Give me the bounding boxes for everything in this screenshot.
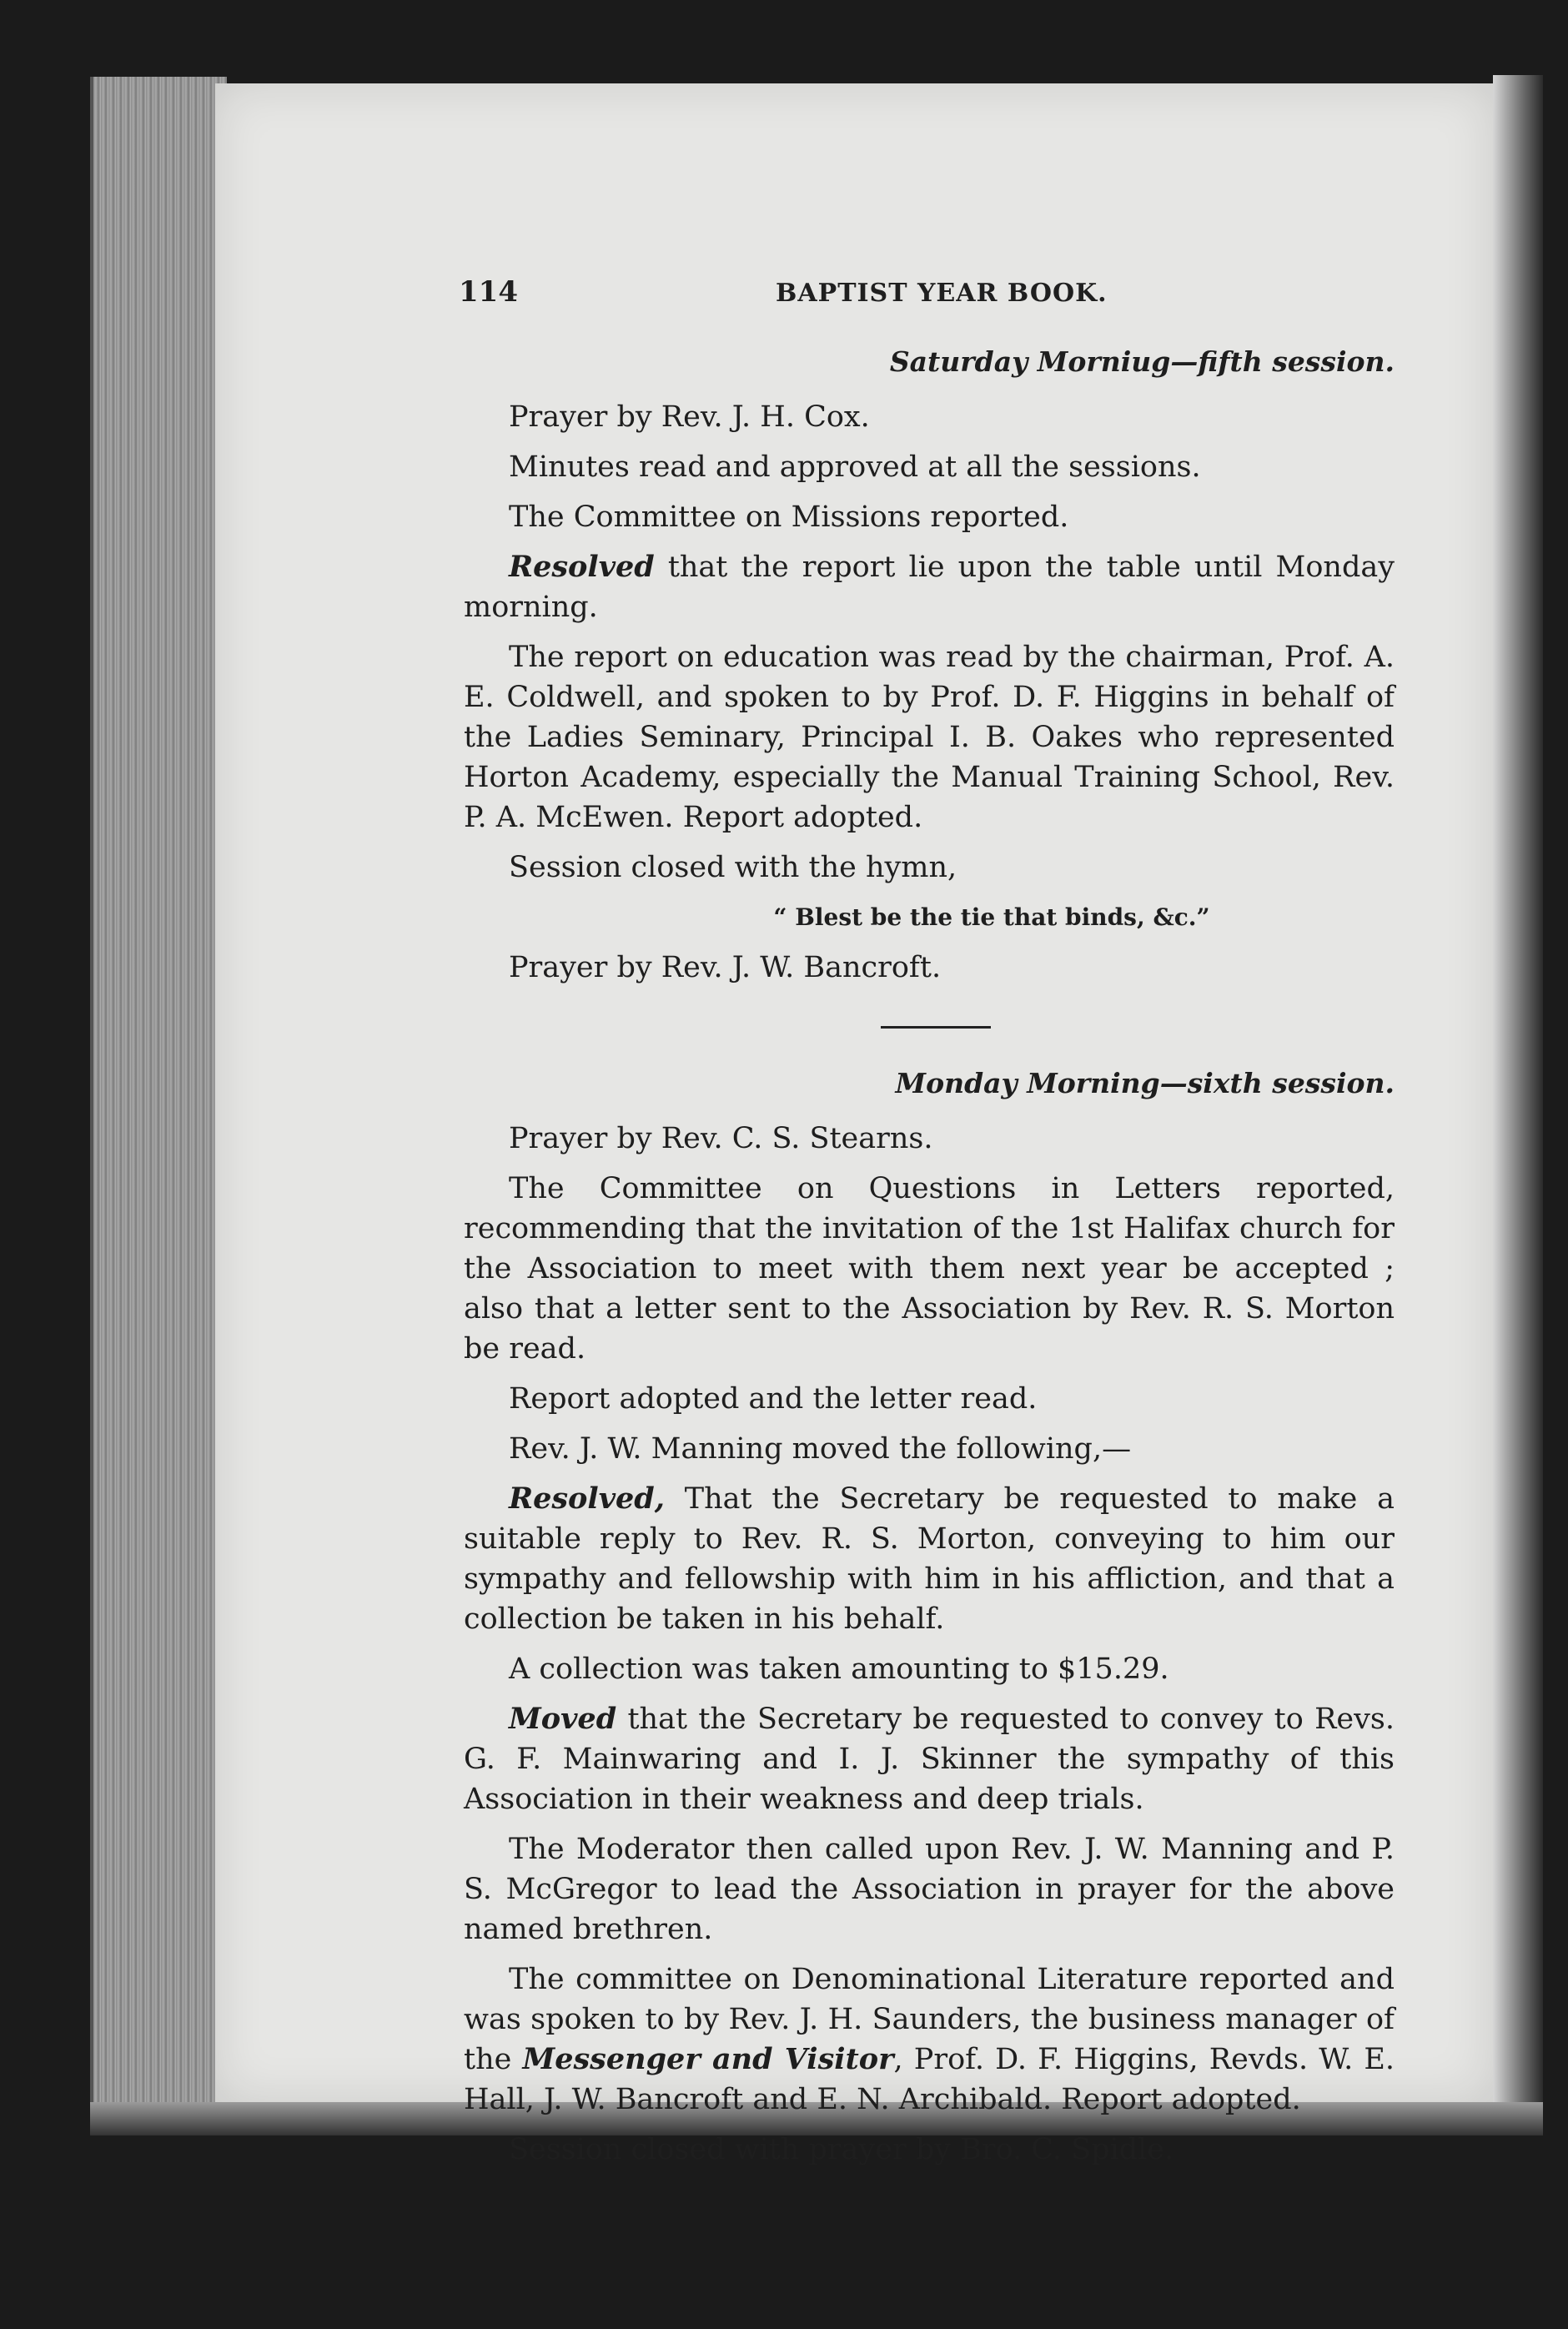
paragraph: The Moderator then called upon Rev. J. W. Manning and P. S. McGregor to lead the Association in prayer for the above named brethren. <box>464 1833 1395 1946</box>
paragraph: Prayer by Rev. J. H. Cox. <box>509 400 870 434</box>
paragraph: Prayer by Rev. J. W. Bancroft. <box>509 951 942 984</box>
paragraph <box>464 1699 1395 1819</box>
paragraph: Minutes read and approved at all the sessions. <box>509 450 1201 484</box>
paragraph: Session closed with prayer by Bro. C. Spidle. <box>509 2133 1174 2166</box>
paragraph: The Committee on Questions in Letters reported, recommending that the invitation of the 1st Halifax church for the Association to meet with them next year be accepted ; also that a letter sent to the Association by Rev. R. S. Morton be read. <box>464 1172 1395 1366</box>
section-divider <box>881 1026 991 1029</box>
paragraph <box>464 1959 1395 2120</box>
paragraph-text: The committee on Denominational Literature reported and was spoken to by Rev. J. H. Saunders, the business manager of the <box>464 1963 1395 2076</box>
book-page-edges <box>90 77 227 2104</box>
paragraph-text: that the Secretary be requested to convey to Revs. G. F. Mainwaring and I. J. Skinner the sympathy of this Association in their weakness and deep trials. <box>464 1703 1395 1816</box>
paragraph: The report on education was read by the chairman, Prof. A. E. Coldwell, and spoken to by Prof. D. F. Higgins in behalf of the Ladies Seminary, Principal I. B. Oakes who represented Horton Academy, especially the Manual Training School, Rev. P. A. McEwen. Report adopted. <box>464 641 1395 834</box>
paragraph: Report adopted and the letter read. <box>509 1382 1038 1416</box>
hymn-quote: “ Blest be the tie that binds, &c.” <box>773 903 1210 931</box>
paragraph <box>464 547 1395 627</box>
paragraph-text: That the Secretary be requested to make a suitable reply to Rev. R. S. Morton, conveying to him our sympathy and fellowship with him in his affliction, and that a collection be taken in his behalf. <box>464 1482 1395 1636</box>
running-title: BAPTIST YEAR BOOK. <box>776 279 1108 308</box>
italic-lead: Moved <box>509 1702 617 1736</box>
paragraph: Session closed with the hymn, <box>509 851 957 884</box>
session-heading-sixth: Monday Morning—sixth session. <box>895 1067 1395 1099</box>
paragraph-text: , Prof. D. F. Higgins, Revds. W. E. Hall, J. W. Bancroft and E. N. Archibald. Report adopted. <box>464 2043 1395 2116</box>
paragraph <box>464 1479 1395 1639</box>
page-header <box>459 275 1401 317</box>
facing-page-edge <box>1493 75 1543 2110</box>
paragraph-text: that the report lie upon the table until Monday morning. <box>464 551 1395 624</box>
page-number: 114 <box>459 275 518 309</box>
paragraph: The Committee on Missions reported. <box>509 501 1069 534</box>
page-body <box>464 342 1395 2170</box>
italic-lead: Resolved <box>509 550 655 584</box>
paragraph: Prayer by Rev. C. S. Stearns. <box>509 1122 933 1155</box>
session-heading-fifth: Saturday Morniug—fifth session. <box>889 345 1395 378</box>
italic-lead: Resolved, <box>509 1481 665 1516</box>
paragraph: A collection was taken amounting to $15.29. <box>509 1652 1169 1686</box>
publication-title: Messenger and Visitor <box>522 2042 894 2076</box>
paragraph: Rev. J. W. Manning moved the following,— <box>509 1432 1132 1466</box>
